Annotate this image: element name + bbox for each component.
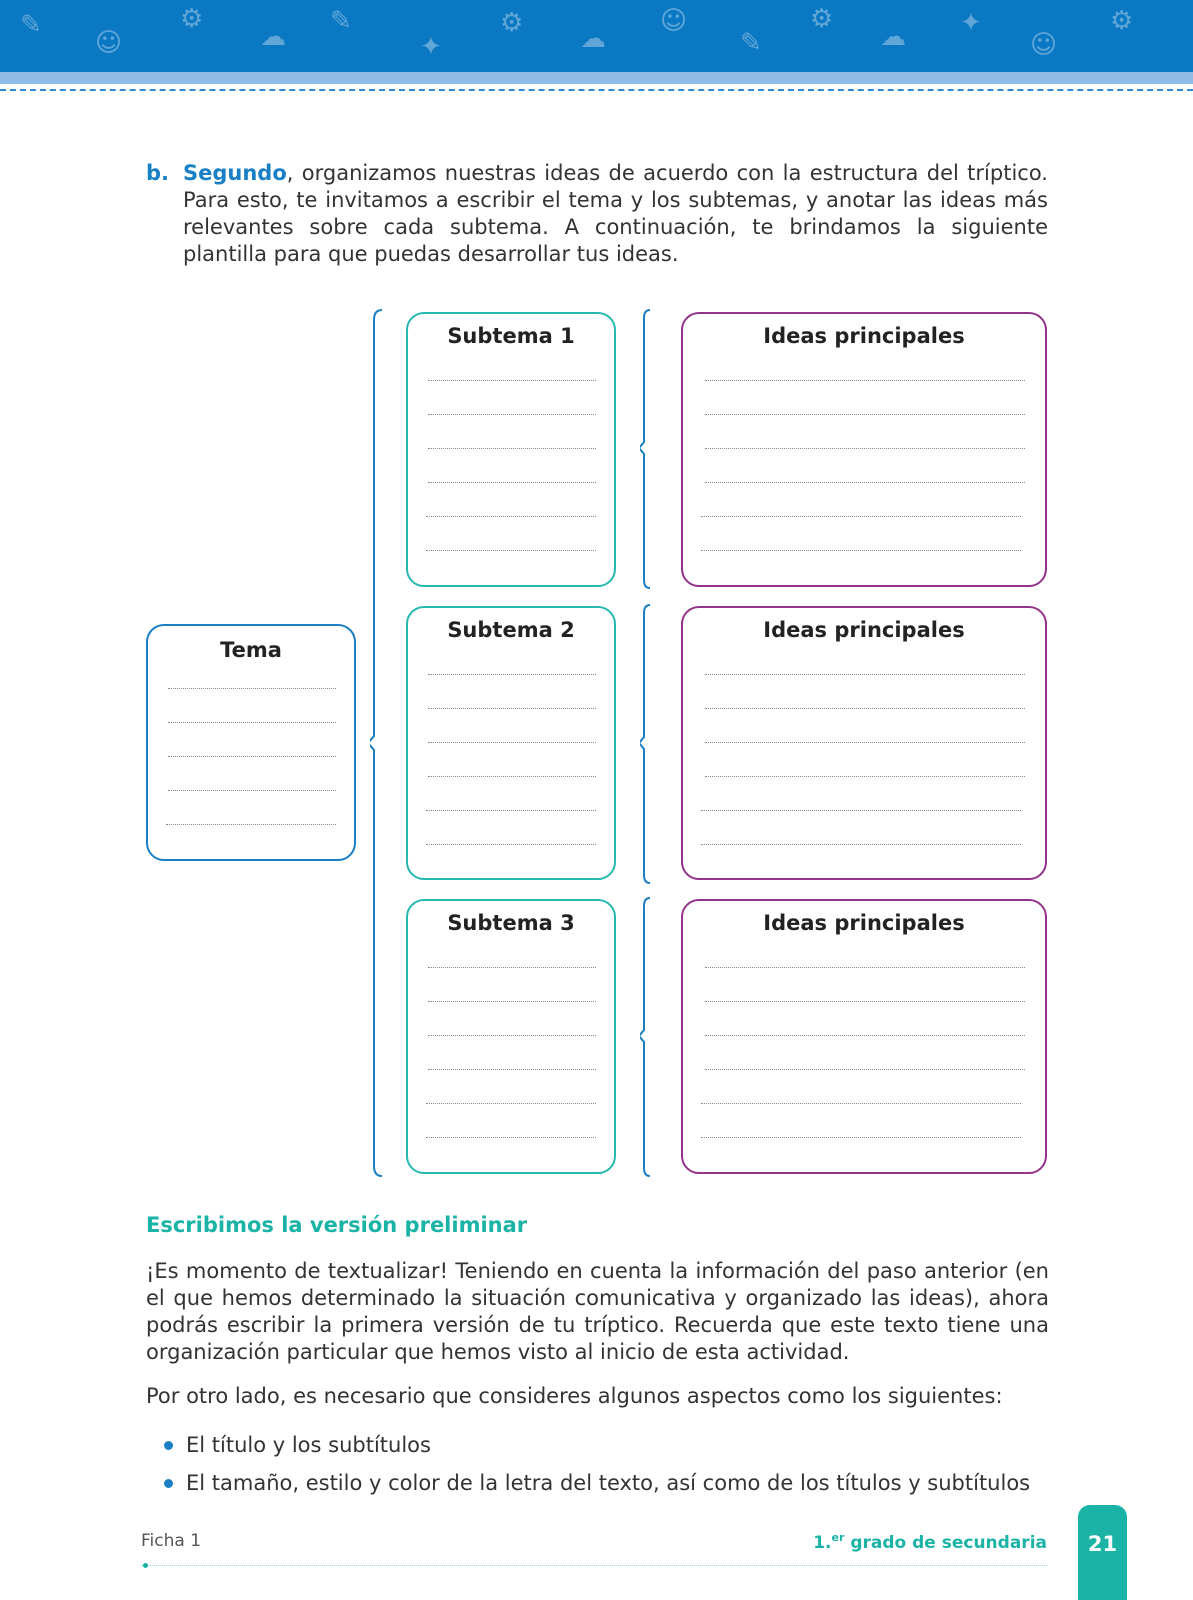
writing-line[interactable] xyxy=(701,1103,1021,1104)
subtema-3-brace xyxy=(640,896,656,1178)
doodle-icon: ✎ xyxy=(20,10,42,40)
writing-line[interactable] xyxy=(701,810,1021,811)
writing-line[interactable] xyxy=(705,482,1025,483)
writing-line[interactable] xyxy=(701,550,1021,551)
writing-line[interactable] xyxy=(428,1069,596,1070)
list-item xyxy=(186,1471,1030,1495)
writing-line[interactable] xyxy=(428,414,596,415)
writing-line[interactable] xyxy=(426,1137,596,1138)
grade-text: grado de secundaria xyxy=(844,1533,1047,1553)
subtema-3-label: Subtema 3 xyxy=(447,911,575,935)
writing-line[interactable] xyxy=(428,1001,596,1002)
header-banner xyxy=(0,0,1193,84)
writing-line[interactable] xyxy=(705,708,1025,709)
doodle-icon: ⚙ xyxy=(810,4,834,34)
banner-stripe xyxy=(0,72,1193,84)
writing-line[interactable] xyxy=(705,1001,1025,1002)
page-number-tab xyxy=(1078,1505,1127,1600)
ideas-2-box xyxy=(681,606,1047,880)
ideas-1-label: Ideas principales xyxy=(763,324,965,348)
doodle-icon: ⚙ xyxy=(500,8,524,38)
writing-line[interactable] xyxy=(166,824,336,825)
grade-ordinal: er xyxy=(831,1531,845,1544)
writing-line[interactable] xyxy=(705,776,1025,777)
subtema-2-label: Subtema 2 xyxy=(447,618,575,642)
subtema-2-box xyxy=(406,606,616,880)
intro-paragraph xyxy=(146,160,1048,268)
writing-line[interactable] xyxy=(428,674,596,675)
subtema-3-box xyxy=(406,899,616,1174)
doodle-icon: ☁ xyxy=(580,24,606,54)
intro-strong: Segundo xyxy=(183,161,287,185)
ideas-2-label: Ideas principales xyxy=(763,618,965,642)
writing-line[interactable] xyxy=(701,516,1021,517)
list-item-text: El título y los subtítulos xyxy=(186,1433,431,1457)
ideas-3-box xyxy=(681,899,1047,1174)
bullet-icon xyxy=(164,1441,173,1450)
writing-line[interactable] xyxy=(428,1035,596,1036)
writing-line[interactable] xyxy=(428,448,596,449)
writing-line[interactable] xyxy=(701,1137,1021,1138)
writing-line[interactable] xyxy=(426,810,596,811)
writing-line[interactable] xyxy=(428,742,596,743)
item-letter: b. xyxy=(146,161,170,185)
doodle-icon: ✎ xyxy=(740,28,762,58)
subtema-1-brace xyxy=(640,308,656,590)
section-title: Escribimos la versión preliminar xyxy=(146,1213,528,1237)
subtema-1-box xyxy=(406,312,616,587)
writing-line[interactable] xyxy=(428,380,596,381)
doodle-icon: ☁ xyxy=(260,22,286,52)
ideas-1-box xyxy=(681,312,1047,587)
writing-line[interactable] xyxy=(428,708,596,709)
writing-line[interactable] xyxy=(428,967,596,968)
intro-rest: , organizamos nuestras ideas de acuerdo con la estructura del tríptico. Para esto, te invitamos a escribir el tema y los subtemas, y anotar las ideas más relevantes sobre cada subtema. A continuación, te brindamos la siguiente plantilla para que puedas desarrollar tus ideas. xyxy=(183,161,1048,266)
doodle-icon: ☺ xyxy=(660,6,688,36)
footer-dot-icon xyxy=(143,1563,148,1568)
writing-line[interactable] xyxy=(705,448,1025,449)
tema-label: Tema xyxy=(220,638,282,662)
writing-line[interactable] xyxy=(426,516,596,517)
writing-line[interactable] xyxy=(168,688,336,689)
subtema-2-brace xyxy=(640,603,656,885)
writing-line[interactable] xyxy=(705,1035,1025,1036)
footer-divider xyxy=(141,1565,1047,1566)
footer-grade xyxy=(800,1531,1047,1553)
writing-line[interactable] xyxy=(426,844,596,845)
doodle-icon: ⚙ xyxy=(1110,6,1134,36)
doodle-icon: ✦ xyxy=(960,8,982,38)
bullet-icon xyxy=(164,1479,173,1488)
list-item-text: El tamaño, estilo y color de la letra del texto, así como de los títulos y subtítulos xyxy=(186,1471,1031,1495)
writing-line[interactable] xyxy=(426,1103,596,1104)
writing-line[interactable] xyxy=(428,776,596,777)
writing-line[interactable] xyxy=(426,550,596,551)
ideas-3-label: Ideas principales xyxy=(763,911,965,935)
doodle-icon: ✦ xyxy=(420,32,442,62)
writing-line[interactable] xyxy=(701,844,1021,845)
writing-line[interactable] xyxy=(705,742,1025,743)
doodle-icon: ⚙ xyxy=(180,4,204,34)
writing-line[interactable] xyxy=(168,756,336,757)
writing-line[interactable] xyxy=(168,722,336,723)
section-paragraph-1: ¡Es momento de textualizar! Teniendo en cuenta la información del paso anterior (en el que hemos determinado la situación comunicativa y organizado las ideas), ahora podrás escribir la primera versión de tu tríptico. Recuerda que este texto tiene una organización particular que hemos visto al inicio de esta actividad. xyxy=(146,1259,1049,1364)
footer-ficha: Ficha 1 xyxy=(141,1531,202,1551)
page-number: 21 xyxy=(1087,1532,1118,1556)
tema-brace xyxy=(370,308,390,1178)
tema-box xyxy=(146,624,356,861)
doodle-icon: ☺ xyxy=(95,28,123,58)
writing-line[interactable] xyxy=(428,482,596,483)
header-divider xyxy=(0,89,1193,91)
writing-line[interactable] xyxy=(168,790,336,791)
subtema-1-label: Subtema 1 xyxy=(447,324,575,348)
writing-line[interactable] xyxy=(705,380,1025,381)
writing-line[interactable] xyxy=(705,674,1025,675)
list-item xyxy=(186,1433,431,1457)
writing-line[interactable] xyxy=(705,967,1025,968)
doodle-icon: ☺ xyxy=(1030,30,1058,60)
doodle-icon: ☁ xyxy=(880,22,906,52)
grade-number: 1. xyxy=(813,1533,832,1553)
doodle-icon: ✎ xyxy=(330,6,352,36)
intro-text xyxy=(183,160,1048,268)
writing-line[interactable] xyxy=(705,1069,1025,1070)
writing-line[interactable] xyxy=(705,414,1025,415)
section-paragraph-2: Por otro lado, es necesario que consideres algunos aspectos como los siguientes: xyxy=(146,1384,1003,1408)
